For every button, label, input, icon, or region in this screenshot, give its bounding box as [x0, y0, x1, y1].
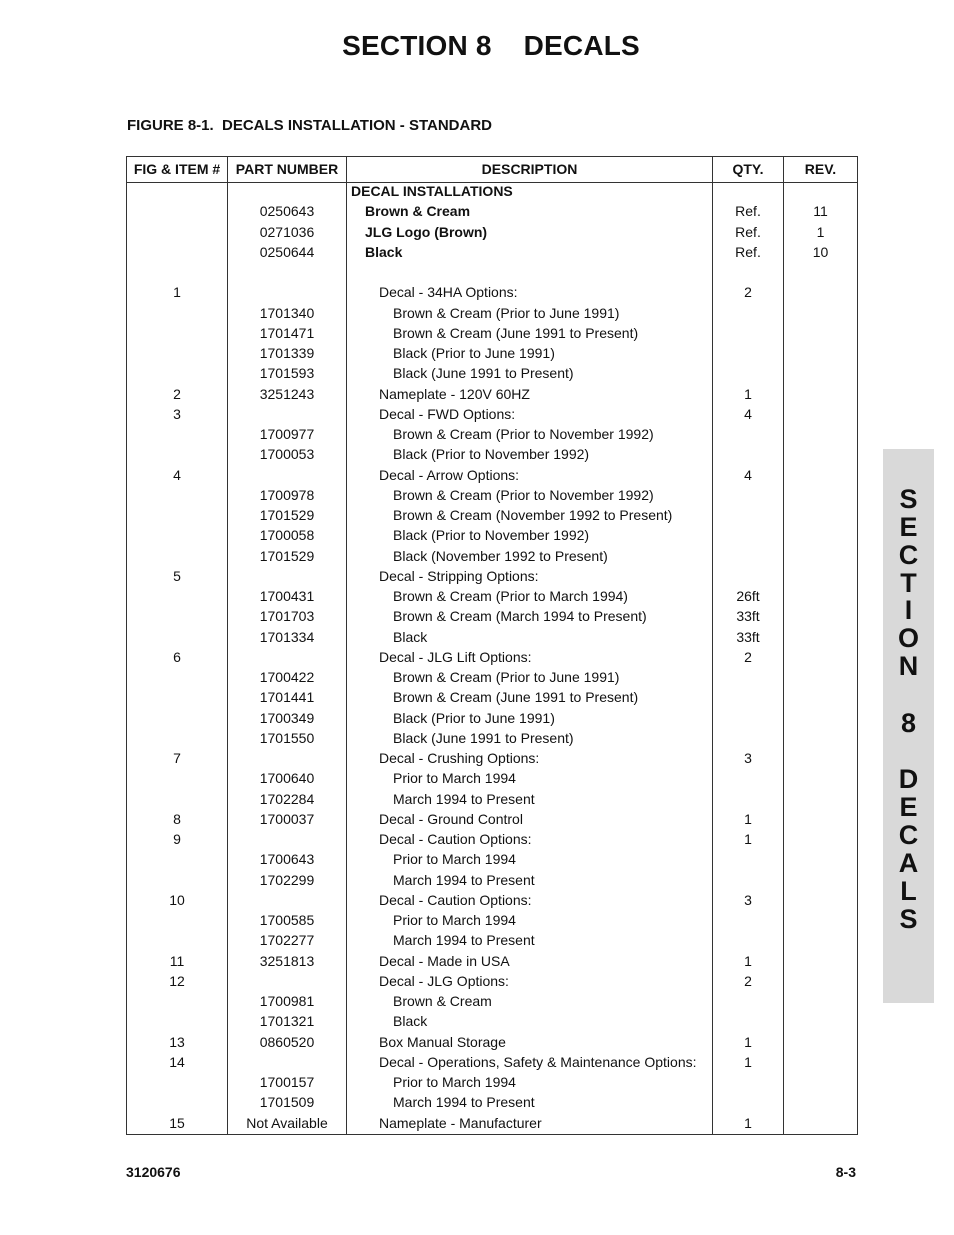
table-row: [127, 1092, 857, 1112]
header-qty: QTY.: [713, 157, 783, 183]
part-number-cell: 1700058: [259, 527, 315, 544]
description-cell: Brown & Cream: [365, 203, 471, 220]
side-tab-letter: C: [898, 540, 919, 570]
table-row: [127, 586, 857, 606]
document-number: 3120676: [126, 1164, 181, 1180]
description-cell: Decal - Caution Options:: [379, 891, 532, 908]
table-row: [127, 849, 857, 869]
fig-item-cell: 12: [169, 972, 185, 989]
qty-cell: 2: [744, 648, 752, 665]
side-tab-letter: E: [899, 792, 918, 822]
qty-cell: 2: [744, 284, 752, 301]
part-number-cell: 1701593: [259, 365, 315, 382]
part-number-cell: 3251813: [259, 952, 315, 969]
part-number-cell: 1701550: [259, 729, 315, 746]
part-number-cell: 1701321: [259, 1013, 315, 1030]
table-row: [127, 1113, 857, 1133]
description-cell: March 1994 to Present: [393, 1094, 535, 1111]
table-row: [127, 1052, 857, 1072]
side-tab-letter: E: [899, 512, 918, 542]
qty-cell: 1: [744, 1053, 752, 1070]
table-row: [127, 546, 857, 566]
part-number-cell: 1701339: [259, 345, 315, 361]
description-cell: Black (Prior to June 1991): [393, 709, 555, 726]
page-title: SECTION 8 DECALS: [342, 30, 640, 61]
part-number-cell: 1701441: [259, 689, 315, 706]
description-cell: Brown & Cream (Prior to November 1992): [393, 426, 654, 442]
table-row: [127, 606, 857, 626]
fig-item-cell: 10: [169, 891, 185, 908]
qty-cell: 4: [744, 466, 752, 483]
part-number-cell: 1701529: [259, 547, 315, 564]
page-number: 8-3: [835, 1164, 856, 1180]
table-row: [127, 303, 857, 323]
part-number-cell: 1702277: [259, 932, 315, 949]
table-row: [127, 748, 857, 768]
table-row: [127, 485, 857, 505]
description-cell: Decal - FWD Options:: [379, 405, 516, 422]
qty-cell: 1: [744, 1114, 752, 1131]
description-cell: Brown & Cream (June 1991 to Present): [393, 689, 639, 706]
description-cell: Box Manual Storage: [379, 1033, 506, 1050]
side-tab-letter: S: [899, 904, 918, 934]
table-row: [127, 870, 857, 890]
rev-cell: 10: [812, 243, 829, 260]
part-number-cell: 1700978: [259, 486, 315, 503]
table-row: [127, 181, 857, 201]
description-cell: Black (November 1992 to Present): [393, 547, 608, 564]
fig-item-cell: 9: [173, 831, 181, 847]
part-number-cell: 1700643: [259, 851, 315, 868]
description-cell: Black: [393, 628, 428, 645]
part-number-cell: 1700422: [259, 669, 315, 685]
side-tab-letter: D: [898, 764, 919, 794]
part-number-cell: 1700981: [259, 993, 315, 1009]
table-row: [127, 768, 857, 788]
table-row: [127, 930, 857, 950]
qty-cell: Ref.: [735, 243, 761, 260]
table-row: [127, 363, 857, 383]
qty-cell: 33ft: [736, 608, 760, 625]
part-number-cell: 1701509: [259, 1094, 315, 1111]
side-tab-letter: 8: [900, 708, 917, 738]
rev-cell: 11: [813, 203, 828, 220]
description-cell: Black: [393, 1013, 428, 1030]
table-row: [127, 282, 857, 302]
side-tab-letter: L: [900, 876, 917, 906]
header-description: DESCRIPTION: [347, 157, 712, 183]
description-cell: Black (Prior to November 1992): [393, 527, 590, 544]
description-cell: Black (June 1991 to Present): [393, 729, 574, 746]
qty-cell: 33ft: [736, 628, 760, 645]
table-row: [127, 728, 857, 748]
description-cell: Black (Prior to June 1991): [393, 345, 555, 361]
figure-title: FIGURE 8-1. DECALS INSTALLATION - STANDARD: [127, 117, 492, 134]
table-row: [127, 201, 857, 221]
table-row: [127, 242, 857, 262]
description-cell: DECAL INSTALLATIONS: [351, 183, 513, 199]
table-row: [127, 1072, 857, 1092]
description-cell: Decal - Arrow Options:: [379, 466, 520, 483]
description-cell: March 1994 to Present: [393, 871, 535, 888]
qty-cell: Ref.: [735, 223, 761, 240]
description-cell: March 1994 to Present: [393, 790, 535, 807]
table-row: [127, 687, 857, 707]
fig-item-cell: 8: [173, 810, 181, 827]
table-row: [127, 910, 857, 930]
table-row: [127, 505, 857, 525]
table-row: [127, 444, 857, 464]
table-row: [127, 566, 857, 586]
part-number-cell: 1701340: [259, 304, 315, 321]
description-cell: Brown & Cream (Prior to June 1991): [393, 304, 620, 321]
part-number-cell: 0860520: [259, 1033, 315, 1050]
description-cell: Decal - Stripping Options:: [379, 567, 539, 584]
description-cell: Brown & Cream (Prior to November 1992): [393, 486, 654, 503]
description-cell: Brown & Cream (Prior to June 1991): [393, 669, 620, 685]
description-cell: March 1994 to Present: [393, 932, 535, 949]
qty-cell: 1: [744, 1033, 752, 1050]
part-number-cell: 0271036: [259, 223, 315, 240]
part-number-cell: 1701471: [259, 324, 315, 341]
part-number-cell: 1701529: [259, 507, 315, 523]
part-number-cell: 1700977: [259, 426, 315, 442]
fig-item-cell: 15: [169, 1114, 185, 1131]
part-number-cell: 1702299: [259, 871, 315, 888]
description-cell: Brown & Cream (June 1991 to Present): [393, 324, 639, 341]
qty-cell: 1: [744, 810, 752, 827]
table-row: [127, 991, 857, 1011]
description-cell: JLG Logo (Brown): [365, 223, 488, 240]
side-tab-letter: O: [897, 623, 919, 653]
qty-cell: 4: [744, 405, 752, 422]
table-row: [127, 1032, 857, 1052]
part-number-cell: Not Available: [246, 1114, 328, 1131]
table-row: [127, 789, 857, 809]
fig-item-cell: 6: [173, 648, 181, 665]
part-number-cell: 1700431: [259, 588, 315, 604]
qty-cell: Ref.: [735, 203, 761, 220]
qty-cell: 3: [744, 750, 752, 766]
table-row: [127, 222, 857, 242]
table-row: [127, 343, 857, 363]
description-cell: Prior to March 1994: [393, 1074, 516, 1090]
parts-table: [126, 156, 858, 1135]
table-row: [127, 971, 857, 991]
description-cell: Decal - Caution Options:: [379, 831, 532, 847]
table-row: [127, 262, 857, 282]
fig-item-cell: 5: [173, 567, 181, 584]
description-cell: Black (Prior to November 1992): [393, 446, 590, 463]
part-number-cell: 3251243: [259, 385, 315, 402]
rev-cell: 1: [816, 223, 825, 240]
fig-item-cell: 3: [173, 405, 181, 422]
section-side-tab: [883, 449, 934, 1003]
description-cell: Decal - Crushing Options:: [379, 750, 540, 766]
part-number-cell: 1700157: [259, 1074, 315, 1090]
table-row: [127, 465, 857, 485]
qty-cell: 3: [744, 891, 752, 908]
table-row: [127, 1011, 857, 1031]
description-cell: Decal - JLG Lift Options:: [379, 648, 532, 665]
part-number-cell: 1702284: [259, 790, 315, 807]
fig-item-cell: 2: [173, 385, 181, 402]
description-cell: Decal - 34HA Options:: [379, 284, 518, 301]
description-cell: Brown & Cream: [393, 993, 492, 1009]
table-row: [127, 890, 857, 910]
table-row: [127, 404, 857, 424]
description-cell: Decal - Made in USA: [379, 952, 510, 969]
side-tab-letter: S: [899, 484, 918, 514]
qty-cell: 1: [744, 952, 752, 969]
header-part-number: PART NUMBER: [228, 157, 346, 183]
description-cell: Prior to March 1994: [393, 851, 516, 868]
part-number-cell: 1700349: [259, 709, 315, 726]
qty-cell: 2: [744, 972, 752, 989]
description-cell: Black (June 1991 to Present): [393, 365, 574, 382]
side-tab-letter: T: [900, 568, 917, 598]
qty-cell: 26ft: [736, 588, 760, 604]
part-number-cell: 1700640: [259, 770, 315, 787]
part-number-cell: 1701703: [259, 608, 315, 625]
description-cell: Brown & Cream (November 1992 to Present): [393, 507, 673, 523]
fig-item-cell: 14: [169, 1053, 185, 1070]
description-cell: Brown & Cream (March 1994 to Present): [393, 608, 647, 625]
part-number-cell: 1700037: [259, 810, 315, 827]
table-row: [127, 323, 857, 343]
fig-item-cell: 7: [173, 750, 181, 766]
part-number-cell: 1701334: [259, 628, 315, 645]
side-tab-letter: C: [898, 820, 919, 850]
fig-item-cell: 13: [169, 1033, 185, 1050]
description-cell: Brown & Cream (Prior to March 1994): [393, 588, 628, 604]
header-fig-item: FIG & ITEM #: [127, 157, 227, 183]
side-tab-letter: A: [898, 848, 919, 878]
qty-cell: 1: [744, 831, 752, 847]
part-number-cell: 1700053: [259, 446, 315, 463]
description-cell: Nameplate - Manufacturer: [379, 1114, 542, 1131]
fig-item-cell: 11: [169, 952, 185, 969]
description-cell: Decal - Operations, Safety & Maintenance Options:: [379, 1053, 697, 1070]
fig-item-cell: 4: [173, 466, 181, 483]
header-rev: REV.: [784, 157, 857, 183]
description-cell: Black: [365, 243, 403, 260]
description-cell: Prior to March 1994: [393, 770, 516, 787]
side-tab-letter: N: [898, 651, 919, 681]
table-row: [127, 627, 857, 647]
table-row: [127, 647, 857, 667]
side-tab-letter: I: [904, 595, 913, 625]
description-cell: Decal - Ground Control: [379, 810, 523, 827]
qty-cell: 1: [744, 385, 752, 402]
description-cell: Decal - JLG Options:: [379, 972, 509, 989]
description-cell: Nameplate - 120V 60HZ: [379, 385, 530, 402]
part-number-cell: 0250644: [259, 243, 315, 260]
table-row: [127, 384, 857, 404]
table-row: [127, 809, 857, 829]
part-number-cell: 1700585: [259, 912, 315, 928]
table-row: [127, 525, 857, 545]
table-row: [127, 424, 857, 444]
table-row: [127, 829, 857, 849]
part-number-cell: 0250643: [259, 203, 315, 220]
table-row: [127, 667, 857, 687]
table-row: [127, 708, 857, 728]
fig-item-cell: 1: [173, 284, 181, 301]
table-row: [127, 951, 857, 971]
description-cell: Prior to March 1994: [393, 912, 516, 928]
